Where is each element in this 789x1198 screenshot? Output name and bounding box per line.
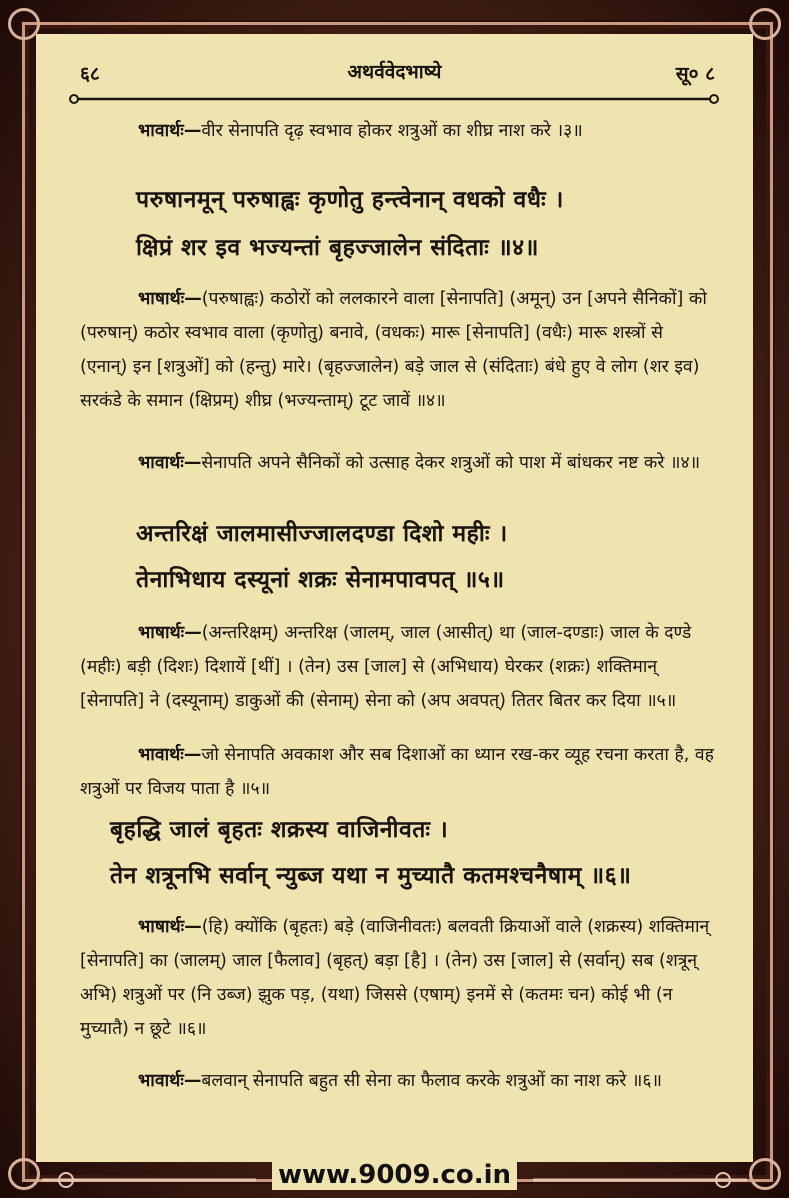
mantra-line: अन्तरिक्षं जालमासीज्जालदण्डा दिशो महीः ।	[136, 521, 508, 547]
page-header	[36, 54, 753, 94]
para-text: जो सेनापति अवकाश और सब दिशाओं का ध्यान रख-कर व्यूह रचना करता है, वह शत्रुओं पर विजय पाता है ॥५॥	[80, 745, 714, 799]
mantra-line: तेन शत्रूनभि सर्वान् न्युब्ज यथा न मुच्यातै कतमश्चनैषाम् ॥६॥	[110, 863, 632, 889]
mantra-line: क्षिप्रं शर इव भज्यन्तां बृहज्जालेन संदिताः ॥४॥	[136, 235, 539, 261]
paragraph-meaning-3	[80, 114, 715, 148]
page-title: अथर्ववेदभाष्ये	[347, 61, 442, 83]
para-text: (हि) क्योंकि (बृहतः) बड़े (वाजिनीवतः) बलवती क्रियाओं वाले (शक्रस्य) शक्तिमान् [सेनापति] का (जालम्) जाल [फैलाव] (बृहत्) बड़ा [है] । (तेन) उस [जाल] से (सर्वान्) सब (शत्रून् अभि) शत्रुओं पर (नि उब्ज) झुक पड़, (यथा) जिससे (एषाम्) इनमें से (कतमः चन) कोई भी (न मुच्यातै) न छूटे ॥६॥	[80, 917, 710, 1039]
para-text: बलवान् सेनापति बहुत सी सेना का फैलाव करके शत्रुओं का नाश करे ॥६॥	[201, 1071, 662, 1091]
paragraph-meaning-6	[80, 1064, 715, 1098]
para-head: भावार्थः—	[138, 453, 202, 473]
mantra-line: तेनाभिधाय दस्यूनां शक्रः सेनामपावपत् ॥५॥	[136, 567, 505, 593]
para-text: (अन्तरिक्षम्) अन्तरिक्ष (जालम्, जाल (आसीत्) था (जाल-दण्डाः) जाल के दण्डे (महीः) बड़ी (दिशः) दिशायें [थीं] । (तेन) उस [जाल] से (अभिधाय) घेरकर (शक्रः) शक्तिमान् [सेनापति] ने (दस्यूनाम्) डाकुओं की (सेनाम्) सेना को (अप अवपत्) तितर बितर कर दिया ॥५॥	[80, 623, 692, 711]
mantra-line: परुषानमून् परुषाह्वः कृणोतु हन्त्वेनान् वधको वधैः ।	[136, 187, 564, 213]
sukta-number: सू० ८	[675, 63, 715, 85]
paragraph-meaning-4	[80, 446, 715, 480]
book-page	[36, 34, 753, 1162]
page-number: ६८	[80, 63, 100, 85]
paragraph-translation-4	[80, 282, 715, 418]
para-head: भाषार्थः—	[138, 917, 202, 937]
watermark-text: www.9009.co.in	[272, 1160, 517, 1190]
para-text: वीर सेनापति दृढ़ स्वभाव होकर शत्रुओं का शीघ्र नाश करे ।३॥	[201, 121, 583, 141]
para-head: भावार्थः—	[138, 745, 202, 765]
mantra-line: बृहद्धि जालं बृहतः शक्रस्य वाजिनीवतः ।	[110, 817, 449, 843]
header-divider	[68, 92, 720, 106]
paragraph-translation-6	[80, 910, 715, 1046]
corner-ornament	[749, 8, 781, 40]
paragraph-meaning-5	[80, 738, 715, 806]
paragraph-translation-5	[80, 616, 715, 718]
para-head: भाषार्थः—	[138, 623, 202, 643]
para-head: भावार्थः—	[138, 1071, 202, 1091]
para-text: सेनापति अपने सैनिकों को उत्साह देकर शत्रुओं को पाश में बांधकर नष्ट करे ॥४॥	[201, 453, 701, 473]
para-text: (परुषाह्वः) कठोरों को ललकारने वाला [सेनापति] (अमून्) उन [अपने सैनिकों] को (परुषान्) कठोर स्वभाव वाला (कृणोतु) बनावे, (वधकः) मारू [सेनापति] (वधैः) मारू शस्त्रों से (एनान्) इन [शत्रुओं] को (हन्तु) मारे। (बृहज्जालेन) बड़े जाल से (संदिताः) बंधे हुए वे लोग (शर इव) सरकंडे के समान (क्षिप्रम्) शीघ्र (भज्यन्ताम्) टूट जावें ॥४॥	[80, 289, 707, 411]
para-head: भाषार्थः—	[138, 289, 202, 309]
watermark	[0, 1160, 789, 1198]
para-head: भावार्थः—	[138, 121, 202, 141]
